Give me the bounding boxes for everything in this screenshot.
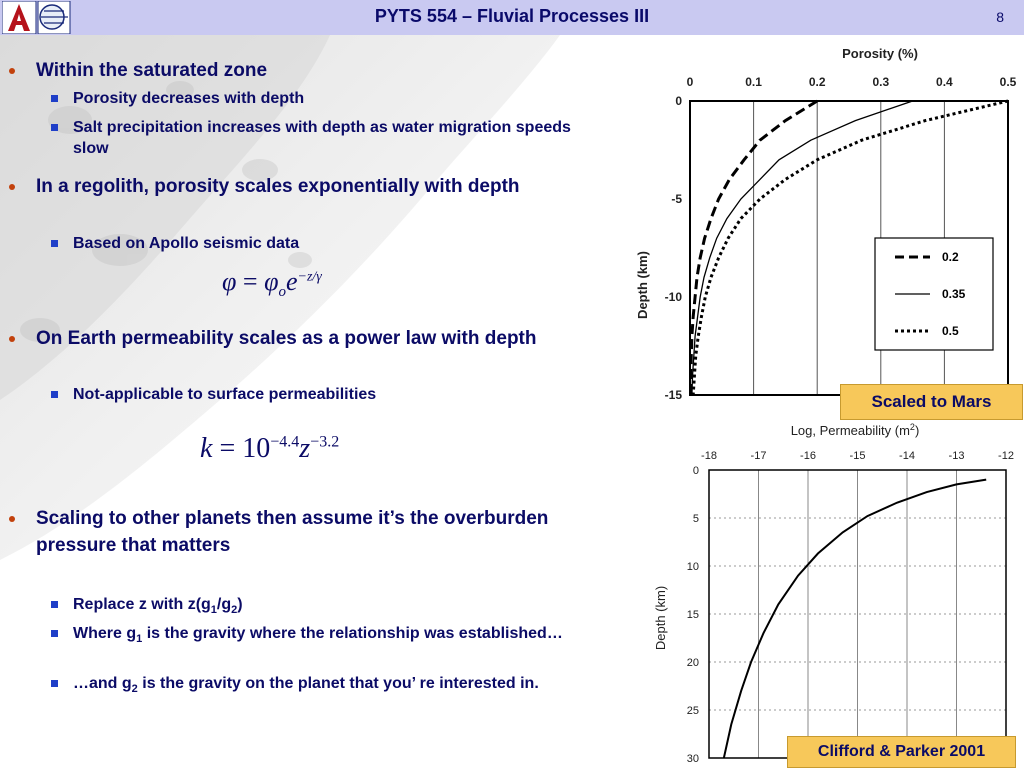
bullet-dot-icon [9,68,15,74]
chart2-x-tick-label: -12 [998,450,1014,462]
porosity-depth-chart [620,40,1024,405]
chart2-y-tick-label: 15 [686,609,699,621]
legend-label: 0.35 [942,287,966,301]
bullet-scaling-other-planets [36,505,596,559]
porosity-equation: $\varphi = \varphi_oe^{-z/\gamma}$ [222,267,322,301]
sub-bullet-text: Based on Apollo seismic data [73,235,300,252]
slide-title: PYTS 554 – Fluvial Processes III [374,6,650,26]
chart2-y-tick-label: 5 [692,513,699,525]
sub-bullet-square-icon [51,124,58,131]
bullet-earth-permeability [36,325,596,352]
chart2-xlabel: Log, Permeability $(m^2)$ [790,422,920,438]
chart2-x-tick-label: -13 [948,450,965,462]
bullet-text: In a regolith, porosity scales exponentially with depth [36,176,520,197]
bullet-dot-icon [9,516,15,522]
chart2-y-tick-label: 30 [686,753,699,765]
chart2-x-tick-label: -17 [750,450,767,462]
chart1-legend [875,238,993,350]
legend-label: 0.2 [942,250,959,264]
chart2-y-tick-label: 25 [686,705,699,717]
chart1-x-tick-label: 0 [686,75,694,89]
permeability-equation: $k = 10^{-4.4}z^{-3.2}$ [200,433,340,464]
chart2-x-tick-label: -14 [899,450,915,462]
bullet-dot-icon [9,184,15,190]
chart2-x-tick-label: -18 [701,450,717,462]
sub-bullet-text: Not-applicable to surface permeabilities [73,386,377,403]
chart2-ylabel: Depth (km) [653,585,668,651]
slide-header [0,0,1024,35]
sub-bullet-apollo-seismic [73,233,573,254]
bullet-text: On Earth permeability scales as a power law with depth [36,328,537,349]
sub-bullet-porosity-decreases [73,88,573,109]
bullet-text: Within the saturated zone [36,60,268,81]
sub-bullet-square-icon [51,95,58,102]
sub-bullet-square-icon [51,680,58,687]
chart1-ylabel: Depth (km) [635,251,650,319]
chart2-y-tick-label: 20 [686,657,699,669]
chart2-y-tick-label: 0 [692,465,699,477]
sub-bullet-and-g2: …and $g_2$ is the gravity on the planet that you’ re interested in. [73,673,573,700]
chart1-y-tick-label: -10 [664,290,682,304]
sub-bullet-square-icon [51,240,58,247]
bullet-saturated-zone [36,57,596,84]
chart1-x-tick-label: 0.4 [936,75,953,89]
page-number: 8 [996,9,1004,25]
sub-bullet-replace-z: Replace z with $z(g_1/g_2)$ [73,594,573,621]
chart1-x-tick-label: 0.3 [872,75,890,89]
bullet-text: Scaling to other planets then assume it’s the overburden pressure that matters [36,508,549,556]
chart1-x-tick-label: 0.2 [808,75,826,89]
sub-bullet-where-g1: Where $g_1$ is the gravity where the relationship was established… [73,623,573,650]
chart1-x-tick-label: 0.1 [745,75,762,89]
chart2-x-tick-label: -15 [849,450,866,462]
citation-label: Clifford & Parker 2001 [787,736,1016,768]
chart2-x-tick-label: -16 [800,450,816,462]
bullet-dot-icon [9,336,15,342]
legend-label: 0.5 [942,324,959,338]
sub-bullet-text: Salt precipitation increases with depth as water migration speeds slow [73,119,571,157]
sub-bullet-square-icon [51,601,58,608]
chart1-y-tick-label: -5 [671,192,682,206]
slide-content [0,35,620,768]
sub-bullet-salt-precipitation [73,117,573,159]
sub-bullet-not-applicable [73,384,573,405]
chart2-y-tick-label: 10 [686,561,699,573]
chart1-x-tick-label: 0.5 [999,75,1017,89]
scaled-to-mars-label: Scaled to Mars [840,384,1023,420]
chart1-y-tick-label: 0 [675,94,682,108]
chart1-y-tick-label: -15 [664,388,682,402]
sub-bullet-square-icon [51,391,58,398]
chart1-xlabel: Porosity (%) [842,46,918,61]
sub-bullet-square-icon [51,630,58,637]
sub-bullet-text: Porosity decreases with depth [73,90,305,107]
permeability-depth-chart [645,418,1024,768]
legend-box [875,238,993,350]
bullet-regolith-porosity [36,173,596,200]
